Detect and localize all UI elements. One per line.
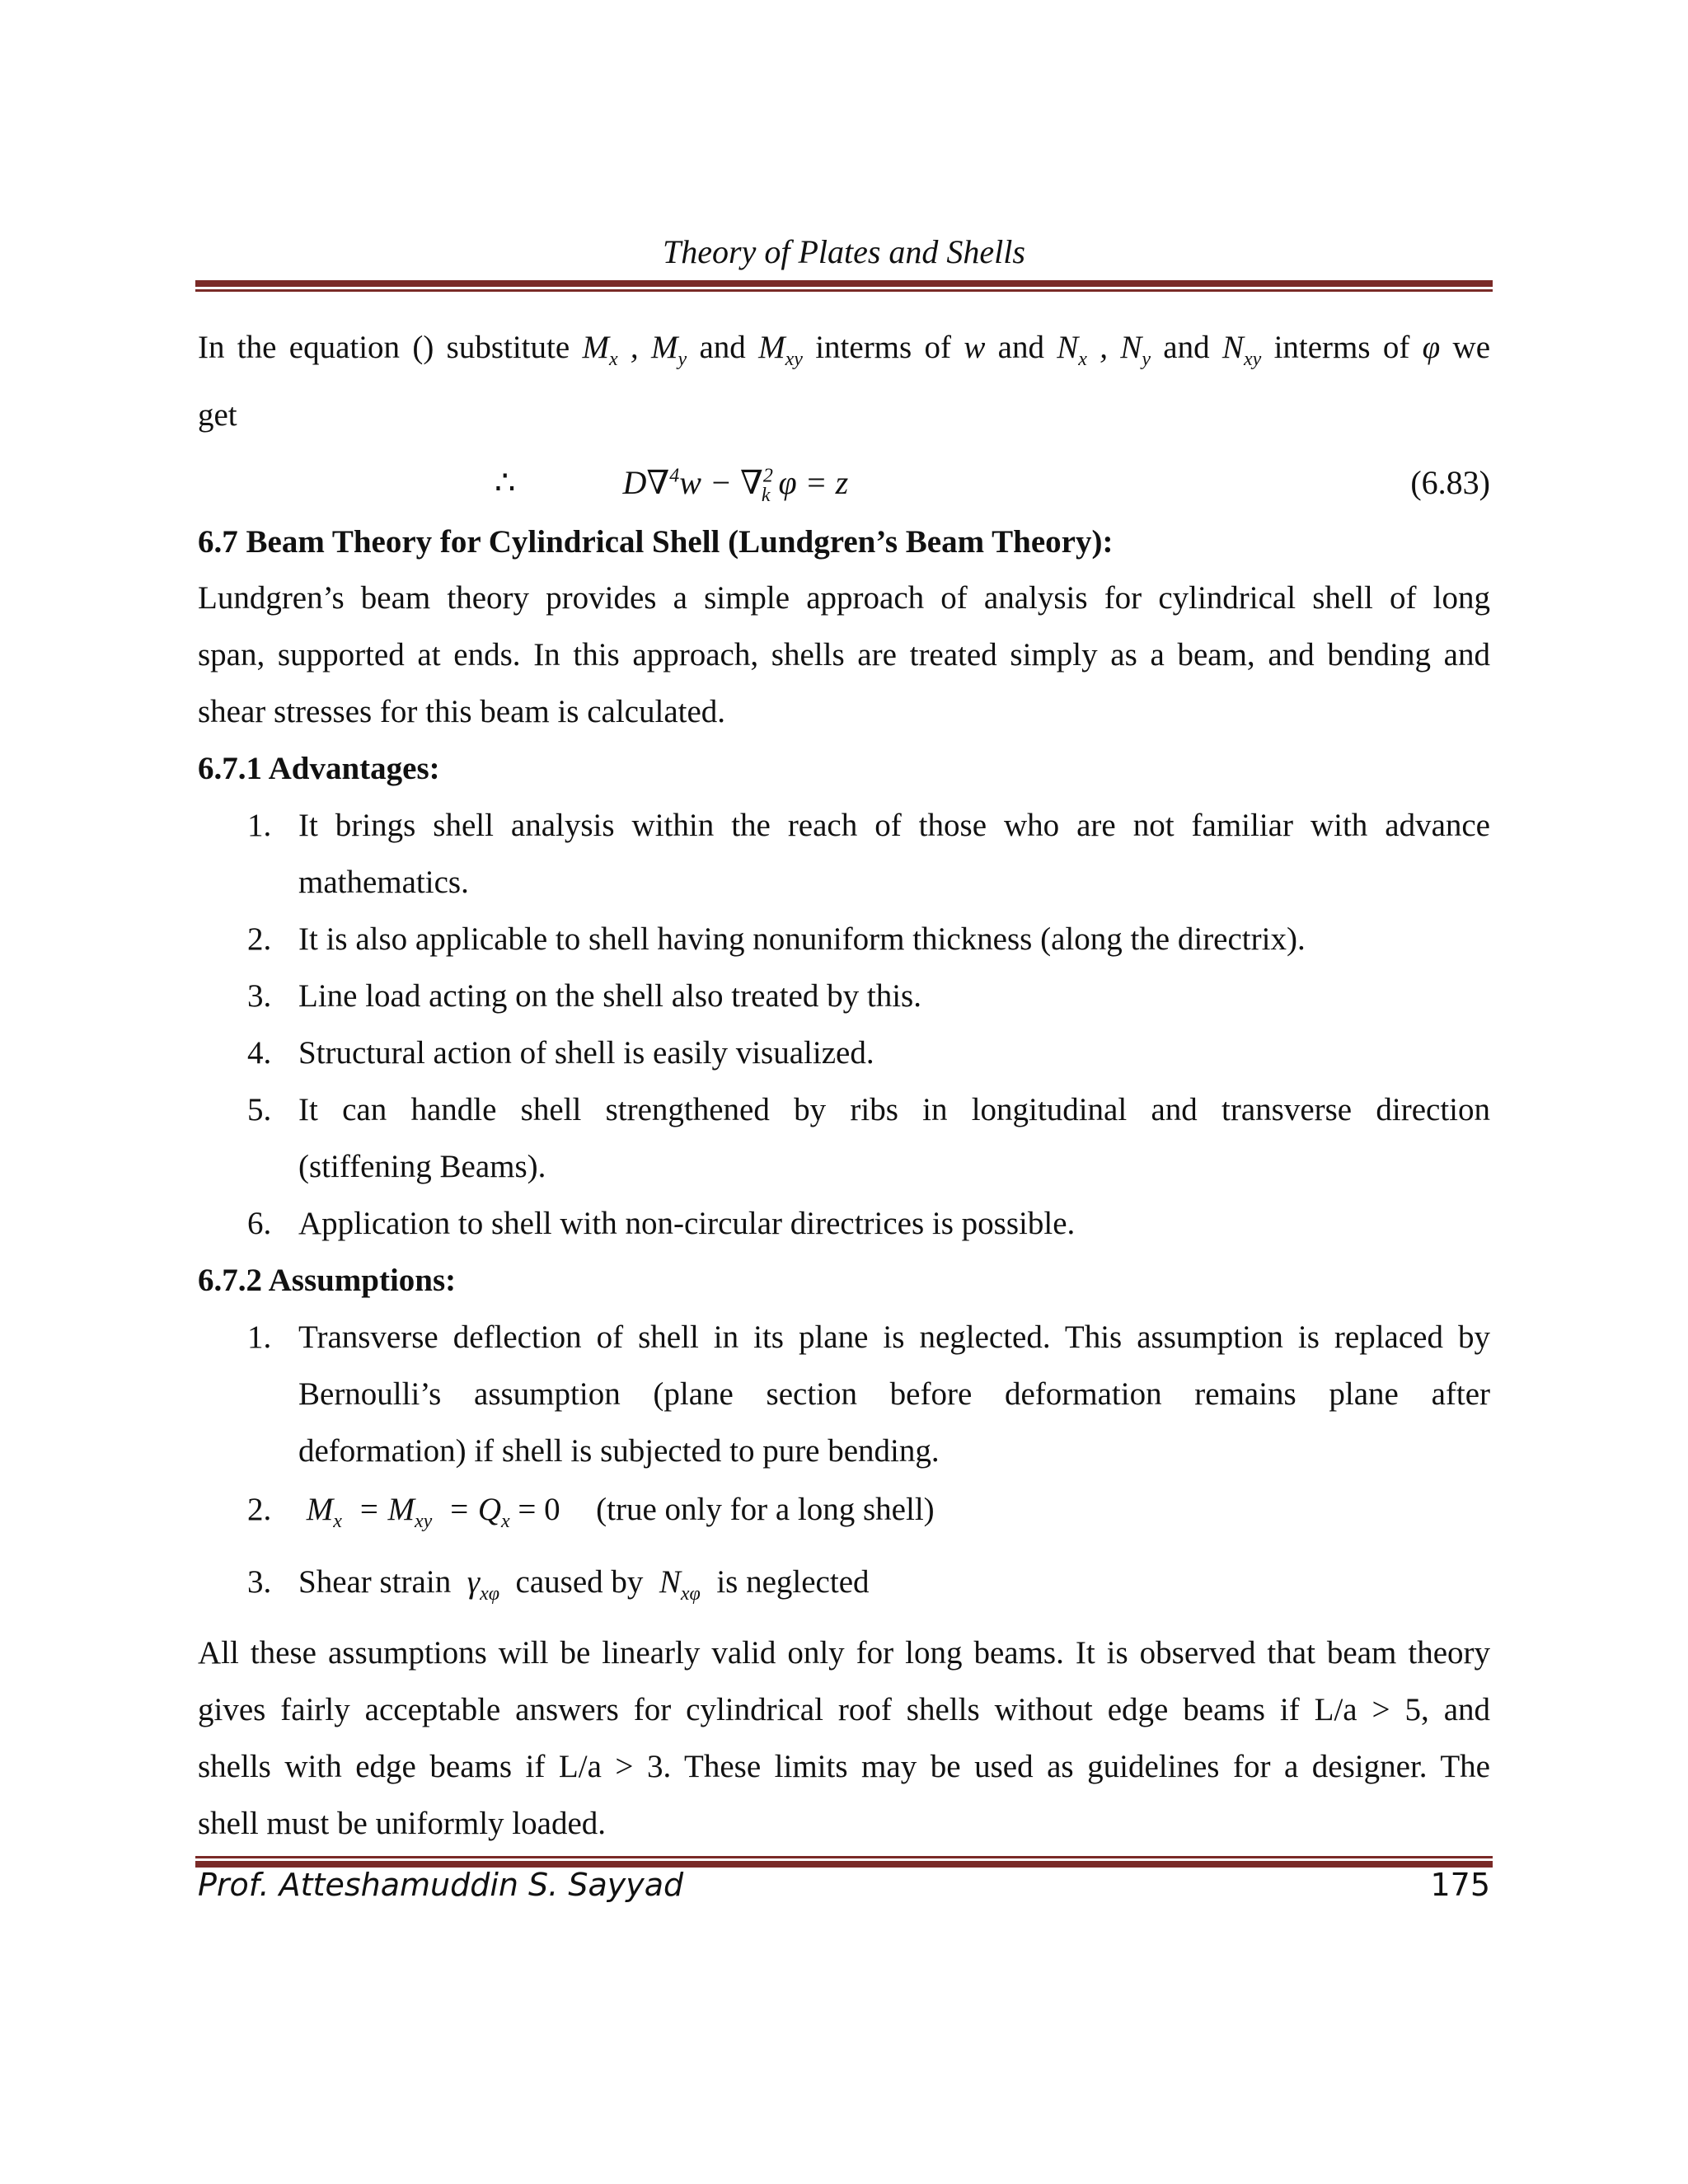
paragraph-line: span, supported at ends. In this approach, shells are treated simply as a beam, and bending and [198, 637, 1490, 673]
footer-author: Prof. Atteshamuddin S. Sayyad [198, 1867, 684, 1903]
list-item-continuation: mathematics. [298, 865, 469, 900]
paragraph-line: All these assumptions will be linearly valid only for long beams. It is observed that beam theory [198, 1635, 1490, 1671]
equation-6-83: ∴ D∇$^4$w − ∇$^2_k$ φ = z [495, 464, 849, 506]
therefore-symbol: ∴ [495, 464, 516, 501]
paragraph-line: shear stresses for this beam is calculated. [198, 694, 726, 729]
paragraph-line: gives fairly acceptable answers for cylindrical roof shells without edge beams if L/a > 5, and [198, 1692, 1490, 1727]
paragraph-line: shell must be uniformly loaded. [198, 1806, 607, 1841]
list-item-continuation: (stiffening Beams). [298, 1149, 546, 1184]
paragraph-line: shells with edge beams if L/a > 3. These limits may be used as guidelines for a designer. The [198, 1749, 1490, 1784]
equation-number: (6.83) [1410, 464, 1490, 501]
list-item-continuation: Bernoulli’s assumption (plane section before deformation remains plane after [298, 1376, 1490, 1412]
intro-line-2: get [198, 397, 237, 433]
header-rule [195, 280, 1493, 292]
running-header: Theory of Plates and Shells [663, 233, 1025, 270]
page-number: 175 [1430, 1867, 1490, 1903]
paragraph-line: Lundgren’s beam theory provides a simple approach of analysis for cylindrical shell of long [198, 580, 1490, 616]
intro-line-1: In the equation () substitute $M_x$ , $M_y$ and $M_{xy}$ interms of w and $N_x$ , $N_y$ and $N_{xy}$ interms of φ we [198, 330, 1491, 370]
list-item-continuation: deformation) if shell is subjected to pure bending. [298, 1433, 940, 1469]
section-heading-6-7-1: 6.7.1 Advantages: [198, 751, 440, 786]
document-page: Theory of Plates and Shells In the equation () substitute $M_x$ , $M_y$ and $M_{xy}$ interms of w and $N_x$ , $N_y$ and $N_{xy}$ interms of φ we get ∴ D∇$^4$w − ∇$^2_k$ φ = z (6.83) 6.7 Beam Theory for Cylindrical Shell (Lundgren’s Beam Theory): Lundgren’s beam theory provides a simple approach of analysis for cylindrical shell of long span, supported at ends. In this approach, shells are treated simply as a beam, and bending and shear stresses for this beam is calculated. 6.7.1 Advantages: 1. It brings shell analysis within the reach of those who are not familiar with advance mathematics. 2. It is also applicable to shell having nonuniform thickness (along the directrix). 3. Line load acting on the shell also treated by this. 4. Structural action of shell is easily visualized. 5. It can handle shell strengthened by ribs in longitudinal and transverse direction (stiffening Beams). 6. Application to shell with non-circular directrices is possible. 6.7.2 Assumptions: 1. Transverse deflection of shell in its plane is neglected. This assumption is replaced by Bernoulli’s assumption (plane section before deformation remains plane after deformation) if shell is subjected to pure bending. 2. $M_x = M_{xy} = Q_x = 0$ (true only for a long shell) 3. Shear strain $\gamma_{x\varphi}$ caused by $N_{x\varphi}$ is neglected All these assumptions will be linearly valid only for long beams. It is observed that beam theory gives fairly acceptable answers for cylindrical roof shells without edge beams if L/a > 5, and shells with edge beams if L/a > 3. These limits may be used as guidelines for a designer. The shell must be uniformly loaded. Prof. Atteshamuddin S. Sayyad 175 [0, 0, 1688, 2184]
section-heading-6-7-2: 6.7.2 Assumptions: [198, 1263, 457, 1298]
section-heading-6-7: 6.7 Beam Theory for Cylindrical Shell (Lundgren’s Beam Theory): [198, 524, 1114, 560]
